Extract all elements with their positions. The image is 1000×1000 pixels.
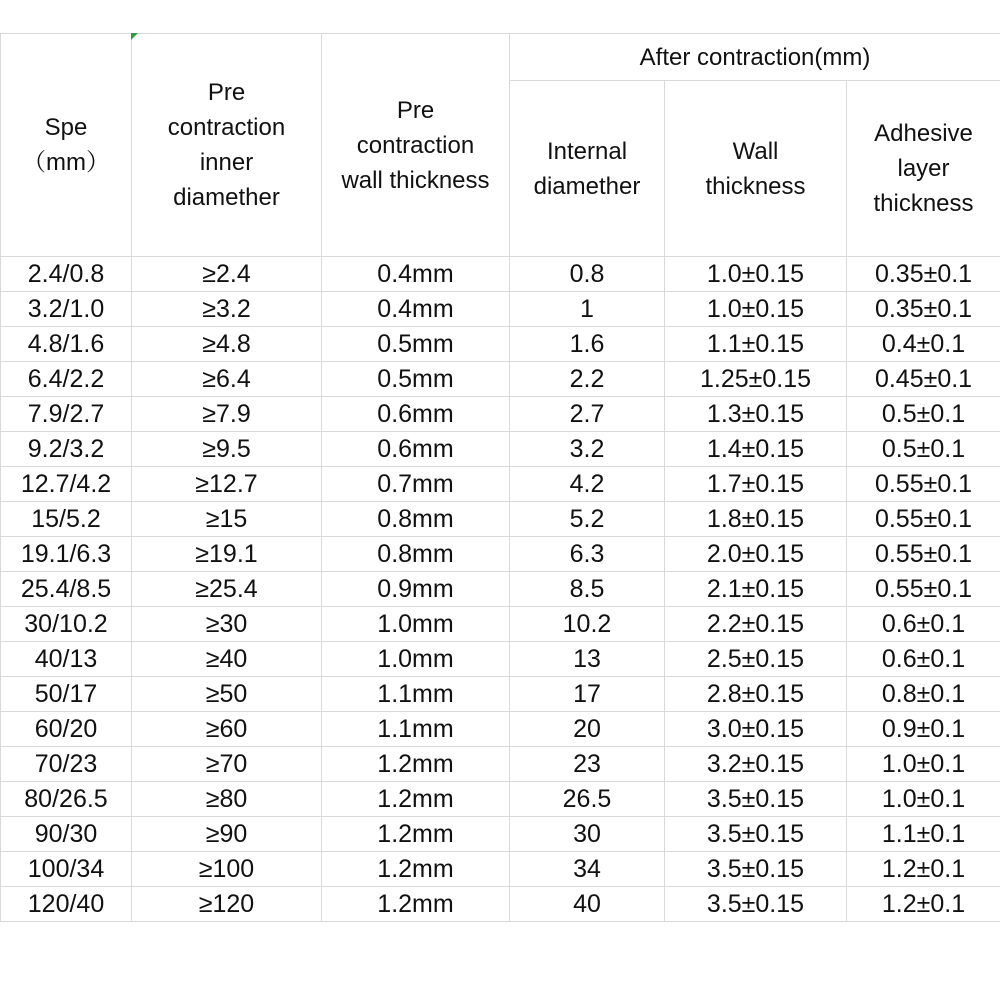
cell-wall-thickness: 1.7±0.15 bbox=[665, 467, 847, 502]
cell-spec: 7.9/2.7 bbox=[1, 397, 132, 432]
table-row bbox=[1, 852, 1000, 887]
cell-pre-wall-thickness: 1.1mm bbox=[322, 677, 510, 712]
cell-adhesive-thickness: 0.55±0.1 bbox=[847, 467, 1000, 502]
cell-adhesive-thickness: 0.55±0.1 bbox=[847, 537, 1000, 572]
table-row bbox=[1, 257, 1000, 292]
cell-adhesive-thickness: 1.0±0.1 bbox=[847, 747, 1000, 782]
cell-wall-thickness: 2.8±0.15 bbox=[665, 677, 847, 712]
cell-spec: 60/20 bbox=[1, 712, 132, 747]
table-row bbox=[1, 607, 1000, 642]
header-spec: Spe （mm） bbox=[1, 34, 132, 257]
cell-pre-wall-thickness: 0.6mm bbox=[322, 432, 510, 467]
cell-internal-diameter: 40 bbox=[510, 887, 665, 922]
cell-internal-diameter: 5.2 bbox=[510, 502, 665, 537]
cell-spec: 40/13 bbox=[1, 642, 132, 677]
empty-area bbox=[0, 932, 1000, 1000]
cell-spec: 3.2/1.0 bbox=[1, 292, 132, 327]
cell-internal-diameter: 1 bbox=[510, 292, 665, 327]
header-pre-inner-diameter: Pre contraction inner diamether bbox=[132, 34, 322, 257]
cell-adhesive-thickness: 0.4±0.1 bbox=[847, 327, 1000, 362]
cell-pre-inner-diameter: ≥6.4 bbox=[132, 362, 322, 397]
cell-spec: 120/40 bbox=[1, 887, 132, 922]
cell-internal-diameter: 3.2 bbox=[510, 432, 665, 467]
cell-pre-wall-thickness: 1.2mm bbox=[322, 782, 510, 817]
cell-spec: 90/30 bbox=[1, 817, 132, 852]
cell-spec: 4.8/1.6 bbox=[1, 327, 132, 362]
cell-pre-inner-diameter: ≥90 bbox=[132, 817, 322, 852]
cell-adhesive-thickness: 1.2±0.1 bbox=[847, 852, 1000, 887]
cell-wall-thickness: 1.25±0.15 bbox=[665, 362, 847, 397]
spec-table-body bbox=[1, 257, 1000, 922]
cell-adhesive-thickness: 0.9±0.1 bbox=[847, 712, 1000, 747]
cell-pre-inner-diameter: ≥80 bbox=[132, 782, 322, 817]
table-row bbox=[1, 572, 1000, 607]
cell-wall-thickness: 3.2±0.15 bbox=[665, 747, 847, 782]
table-row bbox=[1, 397, 1000, 432]
cell-adhesive-thickness: 0.35±0.1 bbox=[847, 292, 1000, 327]
cell-internal-diameter: 34 bbox=[510, 852, 665, 887]
cell-pre-inner-diameter: ≥3.2 bbox=[132, 292, 322, 327]
table-row bbox=[1, 782, 1000, 817]
cell-spec: 9.2/3.2 bbox=[1, 432, 132, 467]
cell-pre-inner-diameter: ≥120 bbox=[132, 887, 322, 922]
cell-spec: 2.4/0.8 bbox=[1, 257, 132, 292]
cell-spec: 15/5.2 bbox=[1, 502, 132, 537]
cell-wall-thickness: 1.8±0.15 bbox=[665, 502, 847, 537]
cell-spec: 6.4/2.2 bbox=[1, 362, 132, 397]
cell-spec: 50/17 bbox=[1, 677, 132, 712]
cell-pre-inner-diameter: ≥50 bbox=[132, 677, 322, 712]
cell-pre-wall-thickness: 0.4mm bbox=[322, 257, 510, 292]
cell-pre-wall-thickness: 1.0mm bbox=[322, 642, 510, 677]
spec-sheet bbox=[0, 33, 1000, 922]
cell-pre-wall-thickness: 0.5mm bbox=[322, 327, 510, 362]
cell-pre-inner-diameter: ≥4.8 bbox=[132, 327, 322, 362]
table-row bbox=[1, 537, 1000, 572]
cell-wall-thickness: 1.0±0.15 bbox=[665, 257, 847, 292]
cell-pre-wall-thickness: 0.4mm bbox=[322, 292, 510, 327]
cell-wall-thickness: 1.0±0.15 bbox=[665, 292, 847, 327]
cell-internal-diameter: 8.5 bbox=[510, 572, 665, 607]
cell-internal-diameter: 20 bbox=[510, 712, 665, 747]
cell-adhesive-thickness: 0.8±0.1 bbox=[847, 677, 1000, 712]
cell-adhesive-thickness: 0.55±0.1 bbox=[847, 572, 1000, 607]
table-row bbox=[1, 677, 1000, 712]
table-row bbox=[1, 467, 1000, 502]
cell-adhesive-thickness: 1.0±0.1 bbox=[847, 782, 1000, 817]
cell-wall-thickness: 3.5±0.15 bbox=[665, 852, 847, 887]
cell-selection-marker bbox=[131, 33, 138, 40]
cell-pre-wall-thickness: 1.0mm bbox=[322, 607, 510, 642]
cell-pre-inner-diameter: ≥30 bbox=[132, 607, 322, 642]
table-row bbox=[1, 747, 1000, 782]
cell-pre-inner-diameter: ≥9.5 bbox=[132, 432, 322, 467]
cell-wall-thickness: 1.1±0.15 bbox=[665, 327, 847, 362]
cell-internal-diameter: 4.2 bbox=[510, 467, 665, 502]
cell-adhesive-thickness: 0.35±0.1 bbox=[847, 257, 1000, 292]
table-row bbox=[1, 432, 1000, 467]
cell-pre-wall-thickness: 0.6mm bbox=[322, 397, 510, 432]
cell-wall-thickness: 3.5±0.15 bbox=[665, 782, 847, 817]
table-row bbox=[1, 502, 1000, 537]
cell-spec: 80/26.5 bbox=[1, 782, 132, 817]
table-row bbox=[1, 712, 1000, 747]
cell-pre-inner-diameter: ≥100 bbox=[132, 852, 322, 887]
cell-internal-diameter: 6.3 bbox=[510, 537, 665, 572]
cell-pre-wall-thickness: 0.8mm bbox=[322, 537, 510, 572]
cell-wall-thickness: 2.5±0.15 bbox=[665, 642, 847, 677]
header-after-contraction: After contraction(mm) bbox=[510, 34, 1000, 81]
cell-wall-thickness: 1.4±0.15 bbox=[665, 432, 847, 467]
cell-pre-wall-thickness: 1.2mm bbox=[322, 887, 510, 922]
cell-spec: 19.1/6.3 bbox=[1, 537, 132, 572]
cell-adhesive-thickness: 0.6±0.1 bbox=[847, 607, 1000, 642]
cell-adhesive-thickness: 0.5±0.1 bbox=[847, 432, 1000, 467]
cell-internal-diameter: 30 bbox=[510, 817, 665, 852]
cell-internal-diameter: 0.8 bbox=[510, 257, 665, 292]
cell-pre-inner-diameter: ≥12.7 bbox=[132, 467, 322, 502]
cell-internal-diameter: 17 bbox=[510, 677, 665, 712]
cell-spec: 25.4/8.5 bbox=[1, 572, 132, 607]
cell-pre-wall-thickness: 1.2mm bbox=[322, 817, 510, 852]
spec-table bbox=[0, 33, 1000, 922]
cell-adhesive-thickness: 0.45±0.1 bbox=[847, 362, 1000, 397]
table-row bbox=[1, 362, 1000, 397]
table-row bbox=[1, 292, 1000, 327]
table-row bbox=[1, 887, 1000, 922]
cell-internal-diameter: 2.7 bbox=[510, 397, 665, 432]
cell-adhesive-thickness: 1.1±0.1 bbox=[847, 817, 1000, 852]
cell-wall-thickness: 3.5±0.15 bbox=[665, 817, 847, 852]
cell-pre-inner-diameter: ≥25.4 bbox=[132, 572, 322, 607]
cell-pre-inner-diameter: ≥2.4 bbox=[132, 257, 322, 292]
header-adhesive-layer-thickness: Adhesive layer thickness bbox=[847, 81, 1000, 257]
cell-pre-wall-thickness: 1.2mm bbox=[322, 852, 510, 887]
cell-pre-wall-thickness: 0.9mm bbox=[322, 572, 510, 607]
cell-internal-diameter: 2.2 bbox=[510, 362, 665, 397]
cell-spec: 12.7/4.2 bbox=[1, 467, 132, 502]
cell-pre-wall-thickness: 0.8mm bbox=[322, 502, 510, 537]
cell-internal-diameter: 23 bbox=[510, 747, 665, 782]
cell-adhesive-thickness: 1.2±0.1 bbox=[847, 887, 1000, 922]
header-wall-thickness: Wall thickness bbox=[665, 81, 847, 257]
cell-adhesive-thickness: 0.6±0.1 bbox=[847, 642, 1000, 677]
header-row-top bbox=[1, 34, 1000, 81]
cell-wall-thickness: 1.3±0.15 bbox=[665, 397, 847, 432]
header-pre-wall-thickness: Pre contraction wall thickness bbox=[322, 34, 510, 257]
cell-pre-inner-diameter: ≥70 bbox=[132, 747, 322, 782]
cell-pre-wall-thickness: 1.1mm bbox=[322, 712, 510, 747]
cell-pre-inner-diameter: ≥7.9 bbox=[132, 397, 322, 432]
cell-wall-thickness: 2.0±0.15 bbox=[665, 537, 847, 572]
header-internal-diameter: Internal diamether bbox=[510, 81, 665, 257]
table-row bbox=[1, 327, 1000, 362]
cell-pre-wall-thickness: 0.7mm bbox=[322, 467, 510, 502]
cell-pre-inner-diameter: ≥60 bbox=[132, 712, 322, 747]
cell-pre-inner-diameter: ≥40 bbox=[132, 642, 322, 677]
cell-internal-diameter: 1.6 bbox=[510, 327, 665, 362]
cell-internal-diameter: 10.2 bbox=[510, 607, 665, 642]
cell-adhesive-thickness: 0.55±0.1 bbox=[847, 502, 1000, 537]
cell-wall-thickness: 2.2±0.15 bbox=[665, 607, 847, 642]
cell-wall-thickness: 2.1±0.15 bbox=[665, 572, 847, 607]
cell-wall-thickness: 3.5±0.15 bbox=[665, 887, 847, 922]
cell-spec: 100/34 bbox=[1, 852, 132, 887]
cell-internal-diameter: 13 bbox=[510, 642, 665, 677]
cell-pre-wall-thickness: 0.5mm bbox=[322, 362, 510, 397]
cell-spec: 30/10.2 bbox=[1, 607, 132, 642]
table-row bbox=[1, 642, 1000, 677]
table-row bbox=[1, 817, 1000, 852]
cell-adhesive-thickness: 0.5±0.1 bbox=[847, 397, 1000, 432]
cell-pre-wall-thickness: 1.2mm bbox=[322, 747, 510, 782]
cell-wall-thickness: 3.0±0.15 bbox=[665, 712, 847, 747]
cell-pre-inner-diameter: ≥19.1 bbox=[132, 537, 322, 572]
cell-pre-inner-diameter: ≥15 bbox=[132, 502, 322, 537]
cell-internal-diameter: 26.5 bbox=[510, 782, 665, 817]
cell-spec: 70/23 bbox=[1, 747, 132, 782]
